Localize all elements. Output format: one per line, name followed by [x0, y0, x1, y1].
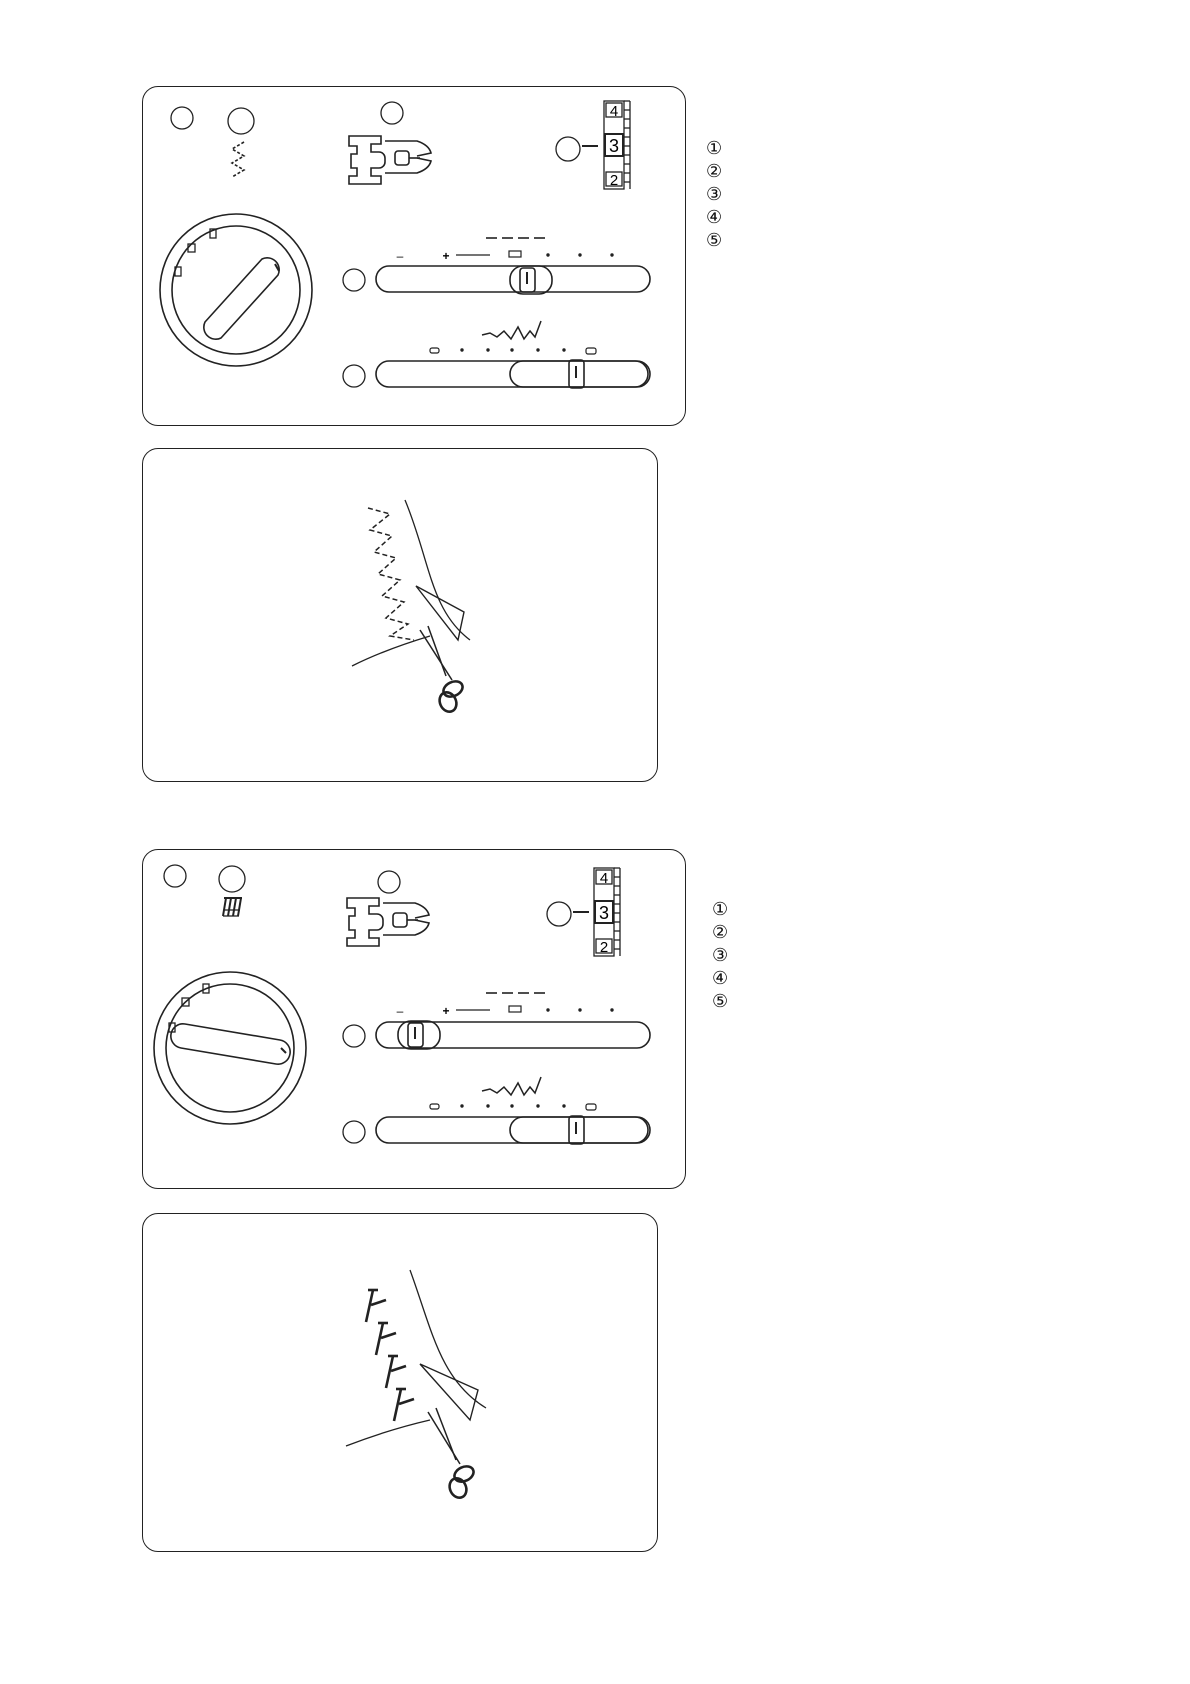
overcast-stitch-line: [366, 1290, 414, 1421]
list-number-2: ②: [706, 161, 723, 182]
list-number-5: ⑤: [712, 991, 729, 1012]
length-minus-label: –: [396, 249, 404, 263]
tension-label-bottom: 2: [609, 172, 619, 189]
fabric-bottom-edge: [346, 1420, 430, 1446]
fabric-edge: [410, 1270, 486, 1408]
list-number-2: ②: [712, 922, 729, 943]
list-number-4: ④: [712, 968, 729, 989]
fabric-flap: [420, 1364, 478, 1420]
list-number-1: ①: [706, 138, 723, 159]
list-number-4: ④: [706, 207, 723, 228]
list-number-1: ①: [712, 899, 729, 920]
list-number-3: ③: [706, 184, 723, 205]
length-plus-label: +: [442, 1004, 450, 1018]
tension-label-selected: 3: [608, 136, 620, 156]
scissors-icon: [428, 1408, 476, 1500]
tension-label-top: 4: [609, 103, 619, 120]
tension-label-top: 4: [599, 870, 609, 887]
list-number-5: ⑤: [706, 230, 723, 251]
tension-label-selected: 3: [598, 903, 610, 923]
tension-label-bottom: 2: [599, 939, 609, 956]
length-plus-label: +: [442, 249, 450, 263]
list-number-3: ③: [712, 945, 729, 966]
length-minus-label: –: [396, 1004, 404, 1018]
